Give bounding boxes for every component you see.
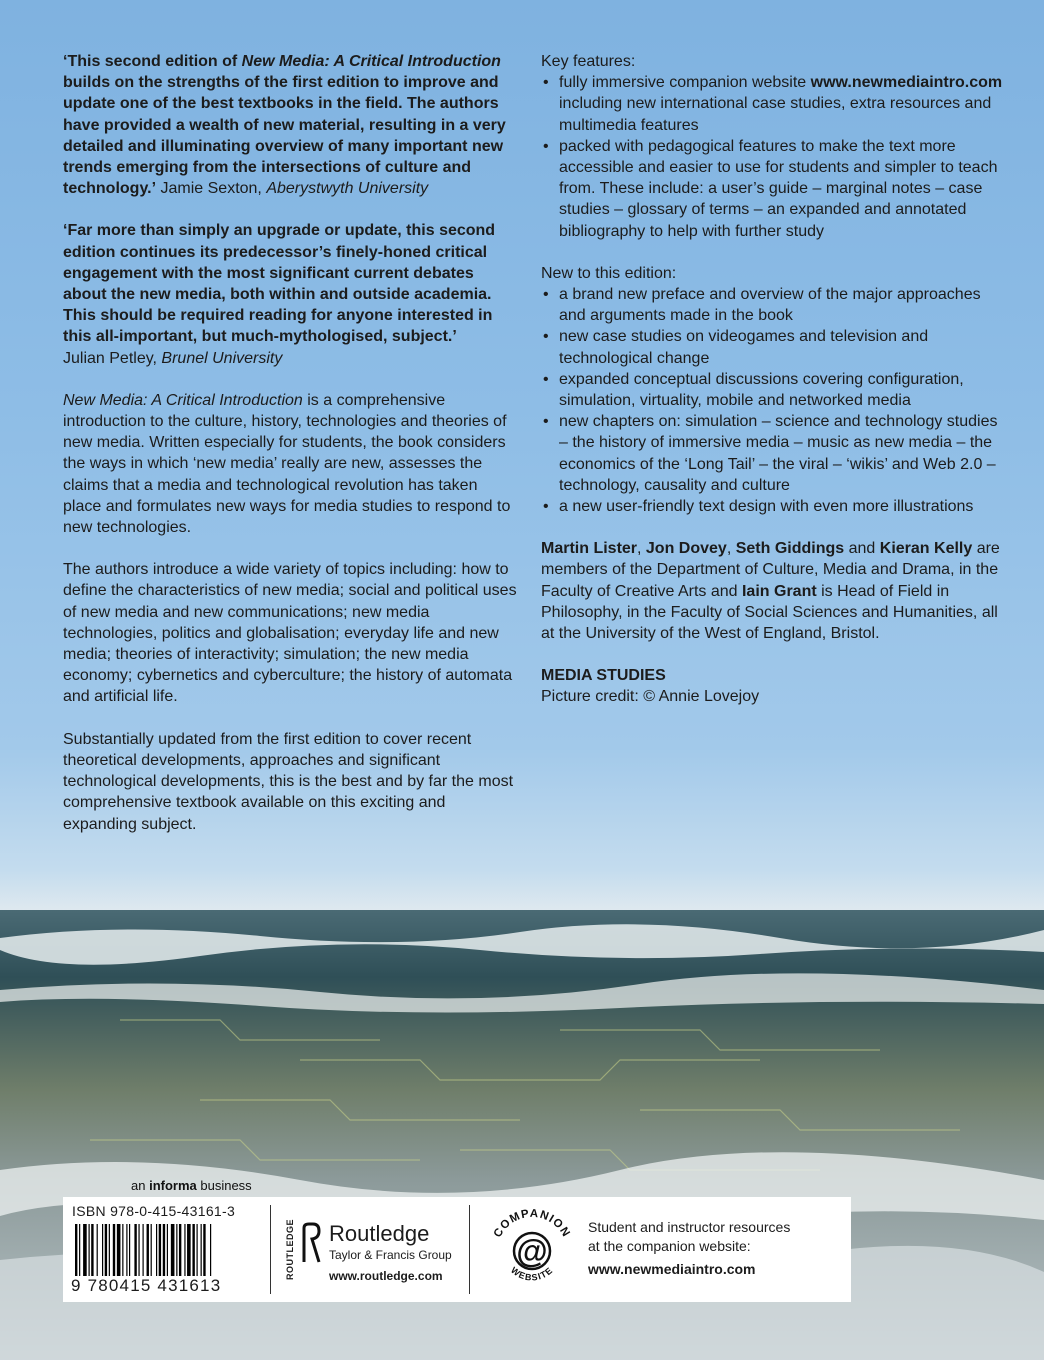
divider bbox=[270, 1205, 271, 1294]
footer-panel bbox=[63, 1197, 851, 1302]
routledge-logo-icon bbox=[301, 1222, 321, 1264]
author-bio: Martin Lister, Jon Dovey, Seth Giddings and Kieran Kelly are members of the Department of Culture, Media and Drama, in the Faculty of Creative Arts and Iain Grant is Head of Field in Philosophy, in the Faculty of Social Sciences and Humanities, all at the University of the West of England, Bristol. bbox=[541, 540, 1000, 643]
barcode-bar bbox=[184, 1224, 185, 1276]
companion-website-link[interactable]: www.newmediaintro.com bbox=[810, 74, 1003, 92]
barcode-bar bbox=[179, 1224, 181, 1276]
companion-url[interactable]: www.newmediaintro.com bbox=[588, 1261, 756, 1277]
barcode bbox=[73, 1224, 253, 1276]
barcode-bar bbox=[83, 1224, 87, 1276]
key-features-heading: Key features: bbox=[541, 53, 636, 70]
left-column bbox=[63, 51, 518, 856]
routledge-vertical-text: ROUTLEDGE bbox=[285, 1219, 295, 1281]
companion-badge-top-text: COMPANION bbox=[491, 1207, 573, 1240]
new-edition-heading: New to this edition: bbox=[541, 264, 677, 282]
barcode-bar bbox=[147, 1224, 149, 1276]
barcode-bar bbox=[151, 1224, 152, 1276]
barcode-bar bbox=[75, 1224, 77, 1276]
book-description: New Media: A Critical Introduction is a comprehensive introduction to the culture, history, technologies and theories of new media. Written especially for students, the book considers the ways in which ‘new media’ really are new, assesses the claims that a media and technological revolution has taken place and formulates new ways for media studies to respond to new technologies. bbox=[63, 391, 511, 537]
quote-petley: ‘Far more than simply an upgrade or update, this second edition continues its predecessor’s finely-honed critical engagement with the most significant current debates about the new media, both within and outside academia. This should be required reading for anyone interested in this all-important, but much-mythologised, subject.’ Julian Petley, Brunel University bbox=[63, 222, 496, 367]
right-column bbox=[541, 51, 1006, 708]
barcode-bar bbox=[102, 1224, 103, 1276]
informa-business-tag: an informa business bbox=[131, 1178, 252, 1193]
at-sign-icon: @ bbox=[516, 1233, 548, 1269]
list-item: • packed with pedagogical features to make the text more accessible and easier to use for students and simpler to teach from. These include: a user’s guide – marginal notes – case studies – glossary of terms – an expanded and annotated bibliography to help with further study bbox=[541, 136, 1006, 242]
barcode-bar bbox=[197, 1224, 198, 1276]
key-features-list bbox=[541, 72, 1006, 242]
isbn-label: ISBN 978-0-415-43161-3 bbox=[72, 1203, 236, 1219]
barcode-bar bbox=[171, 1224, 175, 1276]
list-item: • fully immersive companion website www.newmediaintro.com including new international case studies, extra resources and multimedia features bbox=[541, 72, 1006, 136]
routledge-name: Routledge bbox=[329, 1221, 430, 1246]
companion-badge-bottom-text: WEBSITE bbox=[509, 1264, 555, 1283]
barcode-bar bbox=[138, 1224, 139, 1276]
list-item: • new chapters on: simulation – science and technology studies – the history of immersive media – music as new media – the economics of the ‘Long Tail’ – the viral – ‘wikis’ and Web 2.0 – technology, causality and culture bbox=[541, 411, 1006, 496]
quote-sexton: ‘This second edition of New Media: A Critical Introduction builds on the strengths of the first edition to improve and update one of the best textbooks in the field. The authors have provided a wealth of new material, resulting in a very detailed and illuminating overview of many important new trends emerging from the intersections of culture and technology.’ Jamie Sexton, Aberystwyth University bbox=[63, 53, 506, 198]
barcode-bar bbox=[117, 1224, 121, 1276]
list-item: • a brand new preface and overview of the major approaches and arguments made in the book bbox=[541, 284, 1006, 326]
barcode-bar bbox=[159, 1224, 161, 1276]
barcode-bar bbox=[143, 1224, 144, 1276]
barcode-bar bbox=[201, 1224, 202, 1276]
routledge-subtitle: Taylor & Francis Group bbox=[329, 1248, 452, 1262]
isbn-digits: 9 780415 431613 bbox=[71, 1276, 222, 1295]
picture-credit: Picture credit: © Annie Lovejoy bbox=[541, 688, 760, 706]
barcode-bar bbox=[89, 1224, 90, 1276]
barcode-bar bbox=[192, 1224, 194, 1276]
summary-paragraph: Substantially updated from the first edition to cover recent theoretical developments, approaches and significant technological developments, this is the best and by far the most comprehensive textbook available on this exciting and expanding subject. bbox=[63, 730, 514, 833]
companion-description bbox=[588, 1218, 790, 1256]
barcode-bar bbox=[113, 1224, 115, 1276]
barcode-bar bbox=[203, 1224, 205, 1276]
companion-website-badge bbox=[483, 1200, 581, 1298]
barcode-bar bbox=[129, 1224, 130, 1276]
companion-description-line: Student and instructor resources bbox=[588, 1219, 791, 1235]
new-edition-list bbox=[541, 284, 1006, 517]
barcode-bar bbox=[134, 1224, 136, 1276]
barcode-bar bbox=[109, 1224, 110, 1276]
barcode-bar bbox=[187, 1224, 191, 1276]
barcode-bar bbox=[122, 1224, 123, 1276]
barcode-bar bbox=[156, 1224, 157, 1276]
subject-category: MEDIA STUDIES bbox=[541, 667, 666, 685]
topics-paragraph: The authors introduce a wide variety of topics including: how to define the characteristics of new media; social and political uses of new media and new communications; new media technologies, politics and globalisation; everyday life and new media; theories of interactivity; simulation; the new media economy; cybernetics and cyberculture; the history of automata and artificial life. bbox=[63, 561, 517, 706]
barcode-bar bbox=[91, 1224, 93, 1276]
divider bbox=[469, 1205, 470, 1294]
barcode-bar bbox=[105, 1224, 107, 1276]
list-item: • expanded conceptual discussions covering configuration, simulation, virtuality, mobile and networked media bbox=[541, 369, 1006, 411]
list-item: • a new user-friendly text design with even more illustrations bbox=[541, 496, 1006, 517]
barcode-bar bbox=[126, 1224, 127, 1276]
barcode-bar bbox=[176, 1224, 177, 1276]
barcode-bar bbox=[210, 1224, 211, 1276]
barcode-bar bbox=[167, 1224, 168, 1276]
list-item: • new case studies on videogames and television and technological change bbox=[541, 326, 1006, 368]
barcode-bar bbox=[79, 1224, 80, 1276]
companion-description-line: at the companion website: bbox=[588, 1238, 751, 1254]
barcode-bar bbox=[163, 1224, 165, 1276]
barcode-bar bbox=[97, 1224, 98, 1276]
routledge-url[interactable]: www.routledge.com bbox=[329, 1269, 443, 1283]
